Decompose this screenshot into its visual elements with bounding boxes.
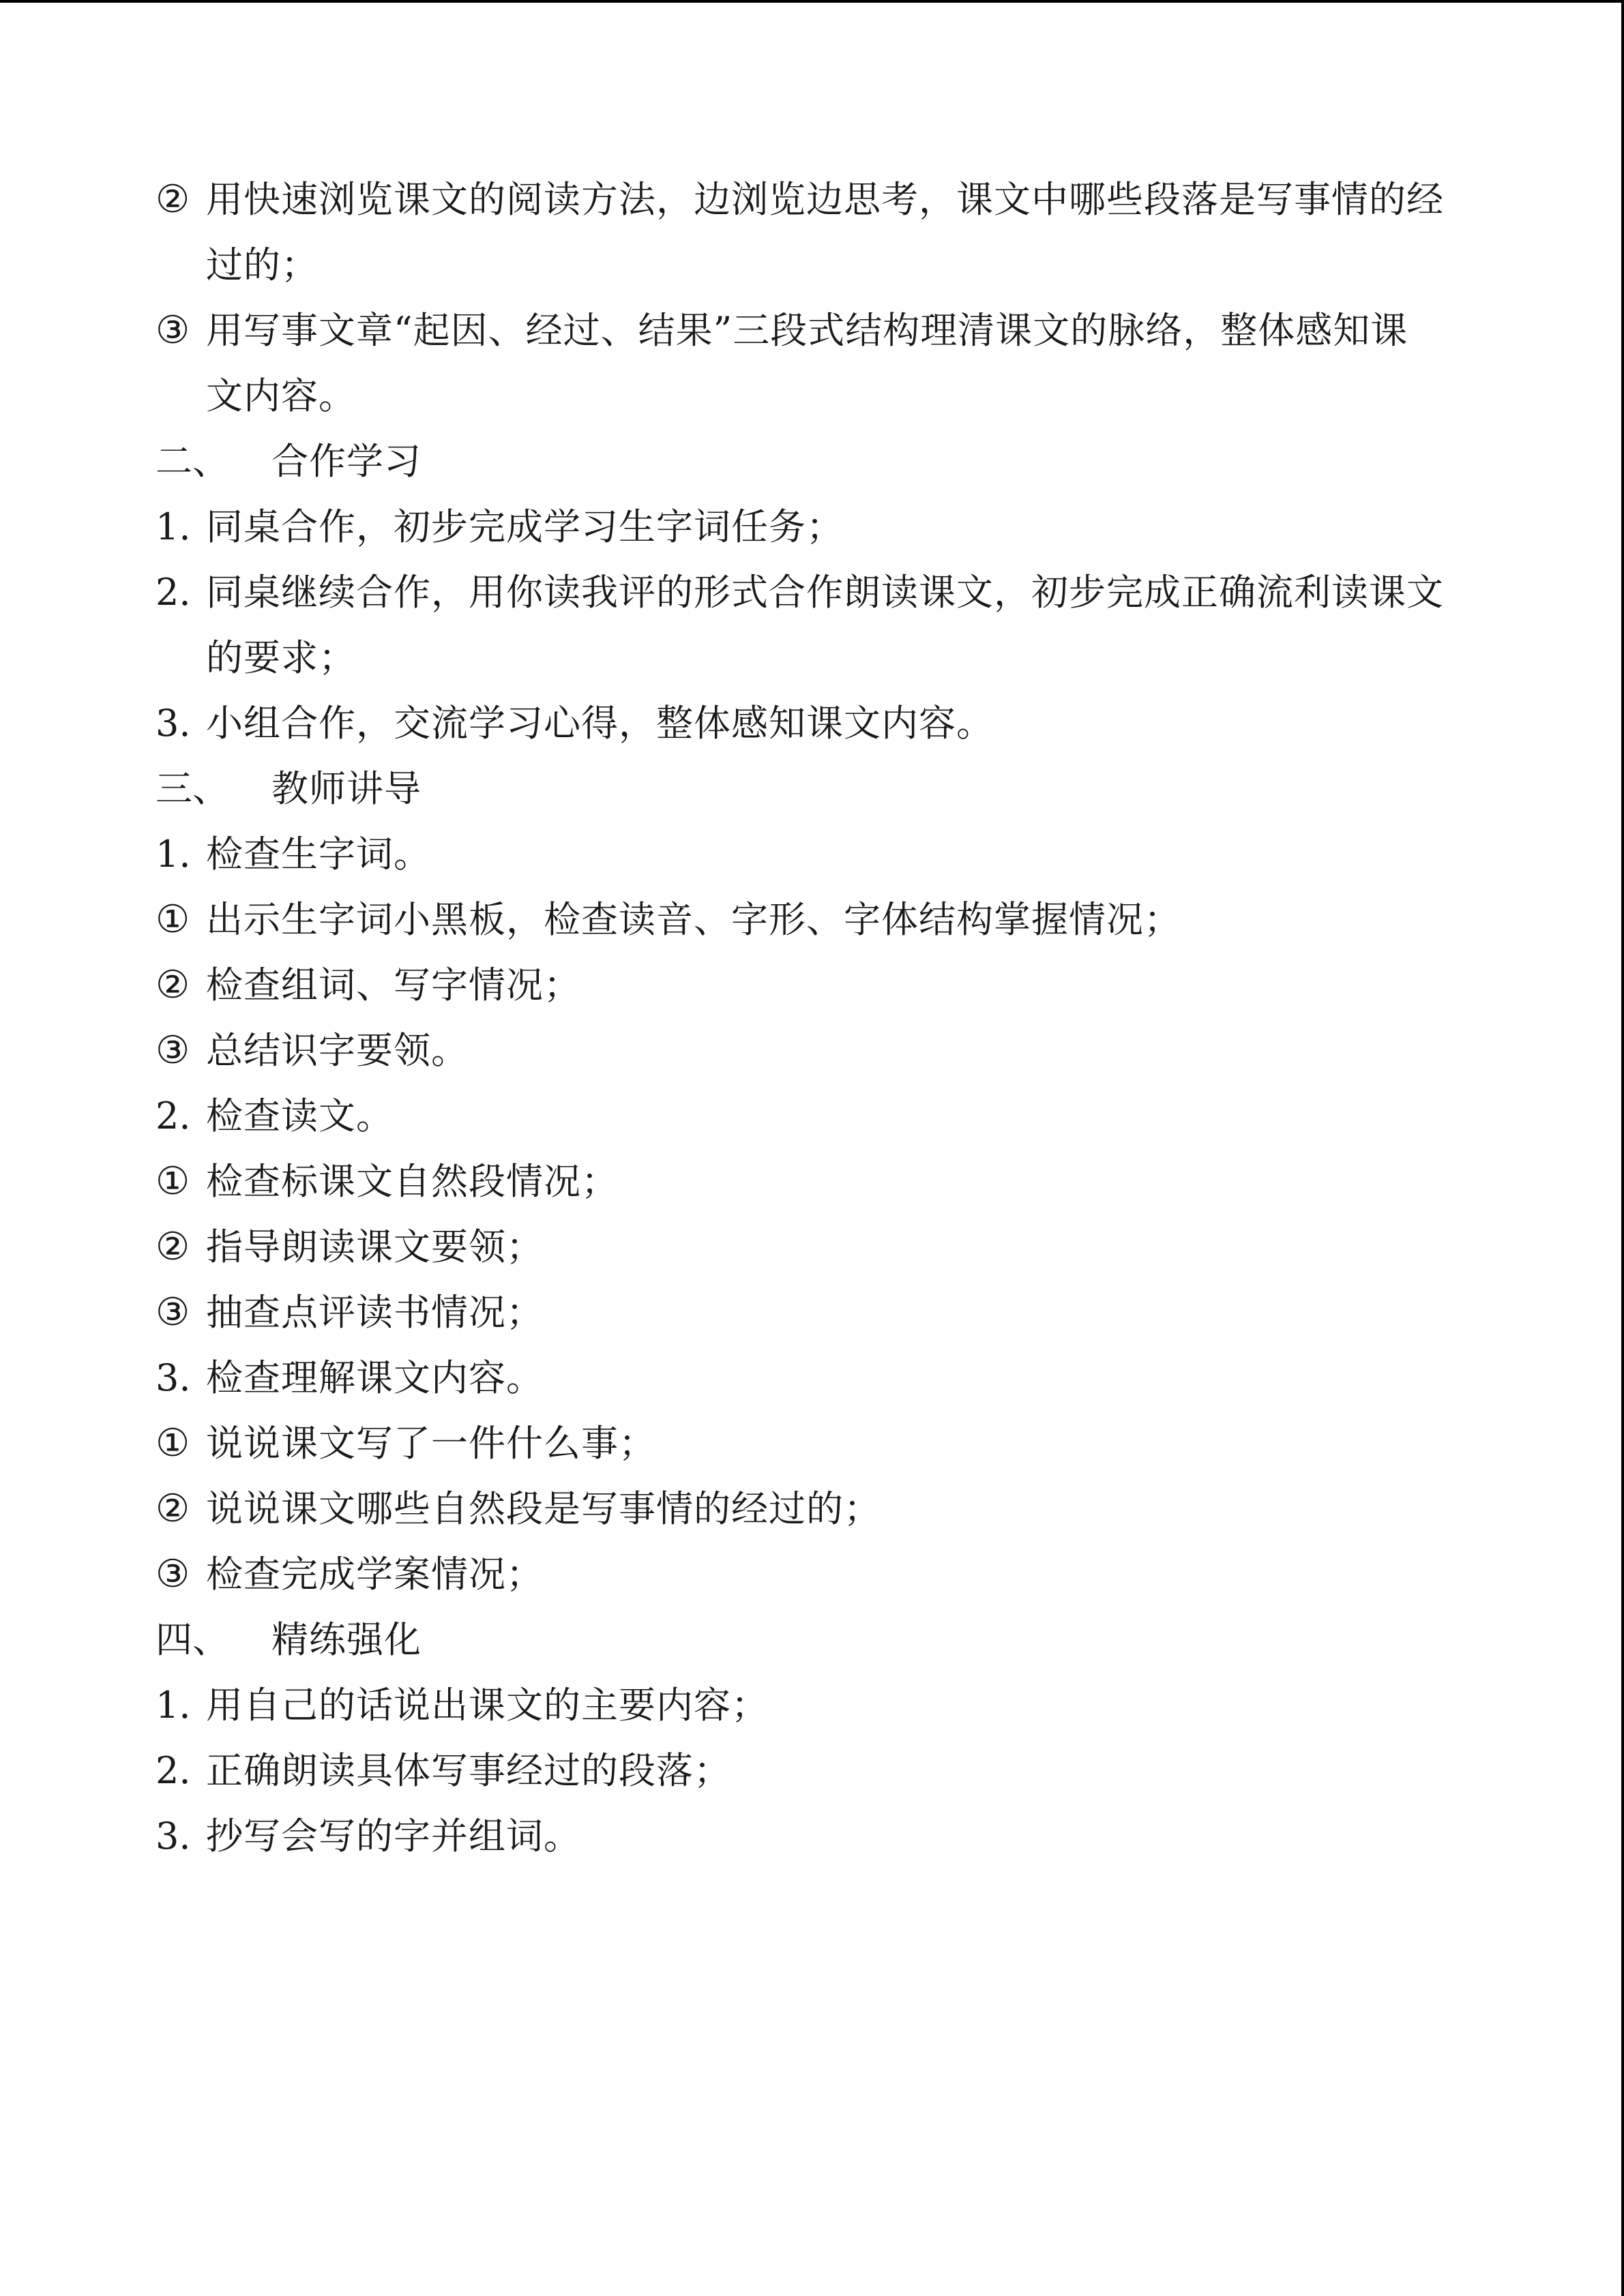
- section-heading: [156, 1607, 1472, 1673]
- list-item: [156, 1476, 1472, 1542]
- list-text: 检查组词、写字情况；: [206, 964, 581, 1007]
- list-marker: ①: [156, 1421, 190, 1465]
- list-item: [156, 822, 1472, 887]
- list-text: 抽查点评读书情况；: [206, 1291, 544, 1334]
- section-number: 二、: [156, 440, 229, 483]
- list-item-continuation: [156, 363, 1472, 429]
- list-item: [156, 1084, 1472, 1149]
- list-item-continuation: [156, 625, 1472, 691]
- list-marker: 1.: [156, 505, 191, 548]
- list-text: 过的；: [206, 243, 319, 286]
- list-text: 抄写会写的字并组词。: [206, 1815, 581, 1858]
- list-text: 的要求；: [206, 636, 356, 679]
- list-text: 检查标课文自然段情况；: [206, 1160, 619, 1203]
- list-text: 文内容。: [206, 374, 356, 417]
- list-item-continuation: [156, 233, 1472, 298]
- list-item: [156, 494, 1472, 560]
- list-text: 用自己的话说出课文的主要内容；: [206, 1684, 769, 1727]
- list-item: [156, 560, 1472, 625]
- list-marker: ①: [156, 1159, 190, 1204]
- list-marker: 2.: [156, 571, 191, 614]
- list-text: 检查读文。: [206, 1094, 394, 1137]
- list-item: [156, 1018, 1472, 1084]
- list-item: [156, 1411, 1472, 1476]
- list-item: [156, 167, 1472, 233]
- section-heading: [156, 756, 1472, 822]
- list-text: 指导朗读课文要领；: [206, 1225, 544, 1268]
- list-item: [156, 1345, 1472, 1411]
- list-item: [156, 691, 1472, 756]
- list-marker: ②: [156, 1225, 190, 1269]
- document-body: [156, 167, 1472, 1869]
- list-text: 用快速浏览课文的阅读方法，边浏览边思考，课文中哪些段落是写事情的经: [206, 178, 1444, 221]
- list-marker: 2.: [156, 1749, 191, 1792]
- list-item: [156, 1280, 1472, 1345]
- list-marker: 3.: [156, 1815, 191, 1858]
- list-item: [156, 298, 1472, 363]
- list-text: 同桌继续合作，用你读我评的形式合作朗读课文，初步完成正确流利读课文: [206, 571, 1444, 614]
- list-marker: 1.: [156, 833, 191, 876]
- list-marker: 3.: [156, 702, 191, 745]
- list-marker: ③: [156, 1028, 190, 1073]
- list-item: [156, 1149, 1472, 1214]
- list-marker: ③: [156, 308, 190, 353]
- list-item: [156, 1214, 1472, 1280]
- section-heading: [156, 429, 1472, 494]
- list-text: 检查理解课文内容。: [206, 1356, 544, 1399]
- list-item: [156, 1738, 1472, 1804]
- list-marker: ①: [156, 897, 190, 942]
- section-number: 四、: [156, 1618, 229, 1661]
- list-text: 检查生字词。: [206, 833, 431, 876]
- list-marker: 1.: [156, 1684, 191, 1727]
- list-marker: ②: [156, 177, 190, 222]
- list-item: [156, 1804, 1472, 1869]
- list-item: [156, 1673, 1472, 1738]
- list-text: 小组合作，交流学习心得，整体感知课文内容。: [206, 702, 994, 745]
- list-text: 总结识字要领。: [206, 1029, 469, 1072]
- list-marker: ②: [156, 1487, 190, 1531]
- list-text: 同桌合作，初步完成学习生字词任务；: [206, 505, 844, 548]
- list-item: [156, 887, 1472, 953]
- section-title: 教师讲导: [271, 767, 422, 810]
- list-text: 用写事文章“起因、经过、结果”三段式结构理清课文的脉络，整体感知课: [206, 309, 1408, 352]
- list-text: 正确朗读具体写事经过的段落；: [206, 1749, 731, 1792]
- list-item: [156, 1542, 1472, 1607]
- list-marker: ②: [156, 963, 190, 1007]
- page-border-top: [0, 0, 1624, 3]
- list-item: [156, 953, 1472, 1018]
- list-marker: ③: [156, 1552, 190, 1596]
- list-marker: 2.: [156, 1094, 191, 1137]
- list-text: 检查完成学案情况；: [206, 1553, 544, 1596]
- section-title: 精练强化: [271, 1618, 422, 1661]
- section-title: 合作学习: [271, 440, 422, 483]
- page-border-right: [1621, 0, 1624, 2296]
- list-text: 说说课文哪些自然段是写事情的经过的；: [206, 1487, 881, 1530]
- list-marker: ③: [156, 1290, 190, 1335]
- list-marker: 3.: [156, 1356, 191, 1399]
- list-text: 说说课文写了一件什么事；: [206, 1422, 656, 1465]
- list-text: 出示生字词小黑板，检查读音、字形、字体结构掌握情况；: [206, 898, 1181, 941]
- section-number: 三、: [156, 767, 229, 810]
